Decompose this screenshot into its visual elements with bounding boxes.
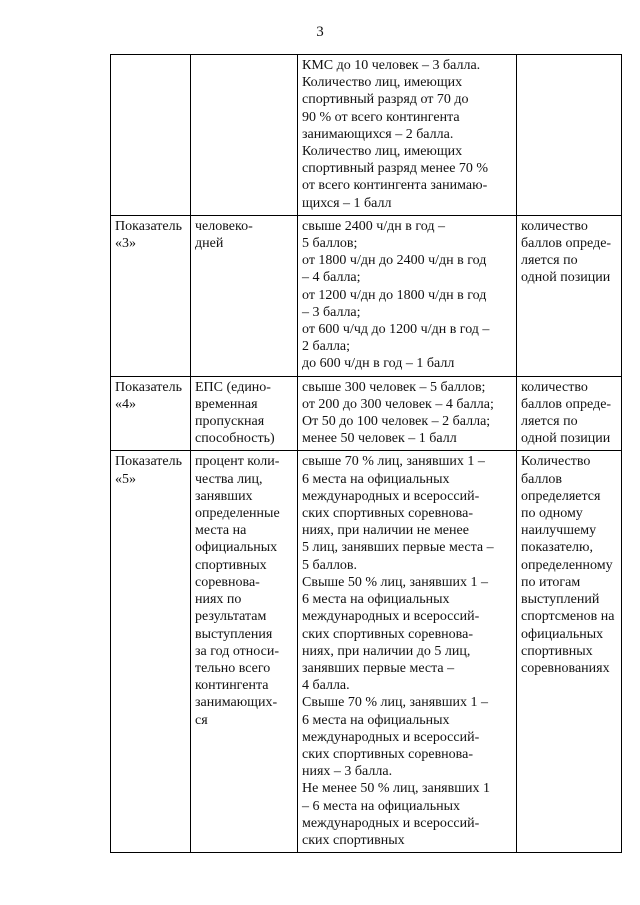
indicator-text-line: «3» (115, 236, 136, 252)
unit-text-line: процент коли- (195, 454, 280, 470)
unit-text-line: ниях по (195, 592, 242, 608)
criteria-text-line: международных и всероссий- (302, 815, 480, 831)
unit-text-line: ЕПС (едино- (195, 379, 271, 395)
criteria-table-body (111, 55, 622, 853)
unit-text-line: соревнова- (195, 574, 260, 590)
criteria-text-line: ских спортивных соревнова- (302, 746, 473, 762)
criteria-text-line: ских спортивных соревнова- (302, 626, 473, 642)
criteria-text-line: – 3 балла; (302, 304, 361, 320)
criteria-text-line: – 6 места на официальных (302, 798, 460, 814)
criteria-text-line: щихся – 1 балл (302, 195, 392, 211)
table-row (111, 451, 622, 853)
indicator-text-line: «4» (115, 396, 136, 412)
criteria-text-line: спортивный разряд от 70 до (302, 92, 469, 108)
criteria-text-line: свыше 300 человек – 5 баллов; (302, 379, 486, 395)
note-text-line: одной позиции (521, 270, 611, 286)
criteria-text-line: Свыше 50 % лиц, занявших 1 – (302, 574, 489, 590)
criteria-text-line: От 50 до 100 человек – 2 балла; (302, 414, 491, 430)
note-text-line: спортивных (521, 643, 593, 659)
criteria-text-line: от 600 ч/чд до 1200 ч/дн в год – (302, 322, 490, 338)
criteria-text-line: 5 баллов. (302, 557, 358, 573)
note-cell (517, 451, 622, 853)
unit-text-line: выступления (195, 626, 273, 642)
criteria-text-line: ниях, при наличии до 5 лиц, (302, 643, 471, 659)
criteria-text-line: 6 места на официальных (302, 592, 450, 608)
criteria-text-line: от всего контингента занимаю- (302, 178, 488, 194)
note-text-line: показателю, (521, 540, 593, 556)
unit-text-line: места на (195, 523, 247, 539)
criteria-text-line: занимающихся – 2 балла. (302, 126, 454, 142)
note-text-line: количество (521, 218, 588, 234)
note-text-line: определяется (521, 488, 601, 504)
criteria-cell (298, 215, 517, 376)
note-cell (517, 215, 622, 376)
criteria-text-line: 5 лиц, занявших первые места – (302, 540, 494, 556)
criteria-text-line: от 1800 ч/дн до 2400 ч/дн в год (302, 253, 487, 269)
criteria-text-line: ских спортивных (302, 832, 405, 848)
unit-text-line: чества лиц, (195, 471, 263, 487)
page-number: 3 (316, 24, 324, 40)
criteria-text-line: ских спортивных соревнова- (302, 506, 473, 522)
table-row (111, 215, 622, 376)
criteria-text-line: 6 места на официальных (302, 712, 450, 728)
note-text-line: спортсменов на (521, 609, 615, 625)
unit-text-line: временная (195, 396, 258, 412)
note-text-line: ляется по (521, 414, 578, 430)
criteria-text-line: международных и всероссий- (302, 609, 480, 625)
criteria-text-line: международных и всероссий- (302, 488, 480, 504)
unit-text-line: пропускная (195, 414, 265, 430)
criteria-text-line: менее 50 человек – 1 балл (302, 431, 457, 447)
unit-text-line: ся (195, 712, 208, 728)
note-text-line: ляется по (521, 253, 578, 269)
criteria-table (110, 54, 622, 853)
unit-text-line: занявших (195, 488, 253, 504)
indicator-cell (111, 376, 191, 451)
criteria-text-line: – 4 балла; (302, 270, 361, 286)
criteria-text-line: Количество лиц, имеющих (302, 75, 463, 91)
unit-text-line: за год относи- (195, 643, 279, 659)
criteria-cell (298, 55, 517, 216)
unit-cell (191, 451, 298, 853)
criteria-text-line: международных и всероссий- (302, 729, 480, 745)
criteria-text-line: до 600 ч/дн в год – 1 балл (302, 356, 455, 372)
unit-text-line: занимающих- (195, 695, 278, 711)
unit-text-line: спортивных (195, 557, 267, 573)
note-text-line: баллов опреде- (521, 236, 612, 252)
criteria-cell (298, 376, 517, 451)
criteria-text-line: свыше 2400 ч/дн в год – (302, 218, 445, 234)
criteria-text-line: ниях, при наличии не менее (302, 523, 469, 539)
criteria-text-line: КМС до 10 человек – 3 балла. (302, 58, 481, 73)
criteria-text-line: от 200 до 300 человек – 4 балла; (302, 396, 494, 412)
note-text-line: наилучшему (521, 523, 597, 539)
criteria-text-line: 6 места на официальных (302, 471, 450, 487)
criteria-text-line: ниях – 3 балла. (302, 764, 393, 780)
note-text-line: по одному (521, 506, 583, 522)
criteria-text-line: 4 балла. (302, 678, 350, 694)
criteria-text-line: свыше 70 % лиц, занявших 1 – (302, 454, 485, 470)
indicator-cell (111, 215, 191, 376)
criteria-text-line: 5 баллов; (302, 236, 358, 252)
criteria-text-line: занявших первые места – (302, 660, 455, 676)
note-text-line: одной позиции (521, 431, 611, 447)
indicator-cell (111, 55, 191, 216)
note-text-line: определенному (521, 557, 613, 573)
unit-text-line: человеко- (195, 218, 253, 234)
indicator-cell (111, 451, 191, 853)
unit-text-line: определенные (195, 506, 280, 522)
criteria-text-line: спортивный разряд менее 70 % (302, 161, 489, 177)
note-text-line: количество (521, 379, 588, 395)
table-row (111, 55, 622, 216)
indicator-text-line: Показатель (115, 454, 182, 470)
criteria-text-line: от 1200 ч/дн до 1800 ч/дн в год (302, 287, 487, 303)
criteria-cell (298, 451, 517, 853)
unit-text-line: способность) (195, 431, 275, 447)
note-text-line: баллов опреде- (521, 396, 612, 412)
unit-text-line: результатам (195, 609, 267, 625)
unit-cell (191, 376, 298, 451)
note-text-line: Количество (521, 454, 591, 470)
note-text-line: соревнованиях (521, 660, 610, 676)
criteria-text-line: 90 % от всего контингента (302, 109, 460, 125)
criteria-text-line: Количество лиц, имеющих (302, 144, 463, 160)
indicator-text-line: Показатель (115, 218, 182, 234)
unit-text-line: официальных (195, 540, 278, 556)
indicator-text-line: «5» (115, 471, 136, 487)
unit-cell (191, 55, 298, 216)
note-text-line: баллов (521, 471, 563, 487)
unit-text-line: дней (195, 236, 224, 252)
table-row (111, 376, 622, 451)
criteria-text-line: Не менее 50 % лиц, занявших 1 (302, 781, 491, 797)
unit-text-line: тельно всего (195, 660, 271, 676)
criteria-text-line: 2 балла; (302, 339, 351, 355)
note-cell (517, 55, 622, 216)
unit-cell (191, 215, 298, 376)
note-text-line: официальных (521, 626, 604, 642)
indicator-text-line: Показатель (115, 379, 182, 395)
note-cell (517, 376, 622, 451)
unit-text-line: контингента (195, 678, 269, 694)
criteria-text-line: Свыше 70 % лиц, занявших 1 – (302, 695, 489, 711)
note-text-line: выступлений (521, 592, 600, 608)
note-text-line: по итогам (521, 574, 581, 590)
